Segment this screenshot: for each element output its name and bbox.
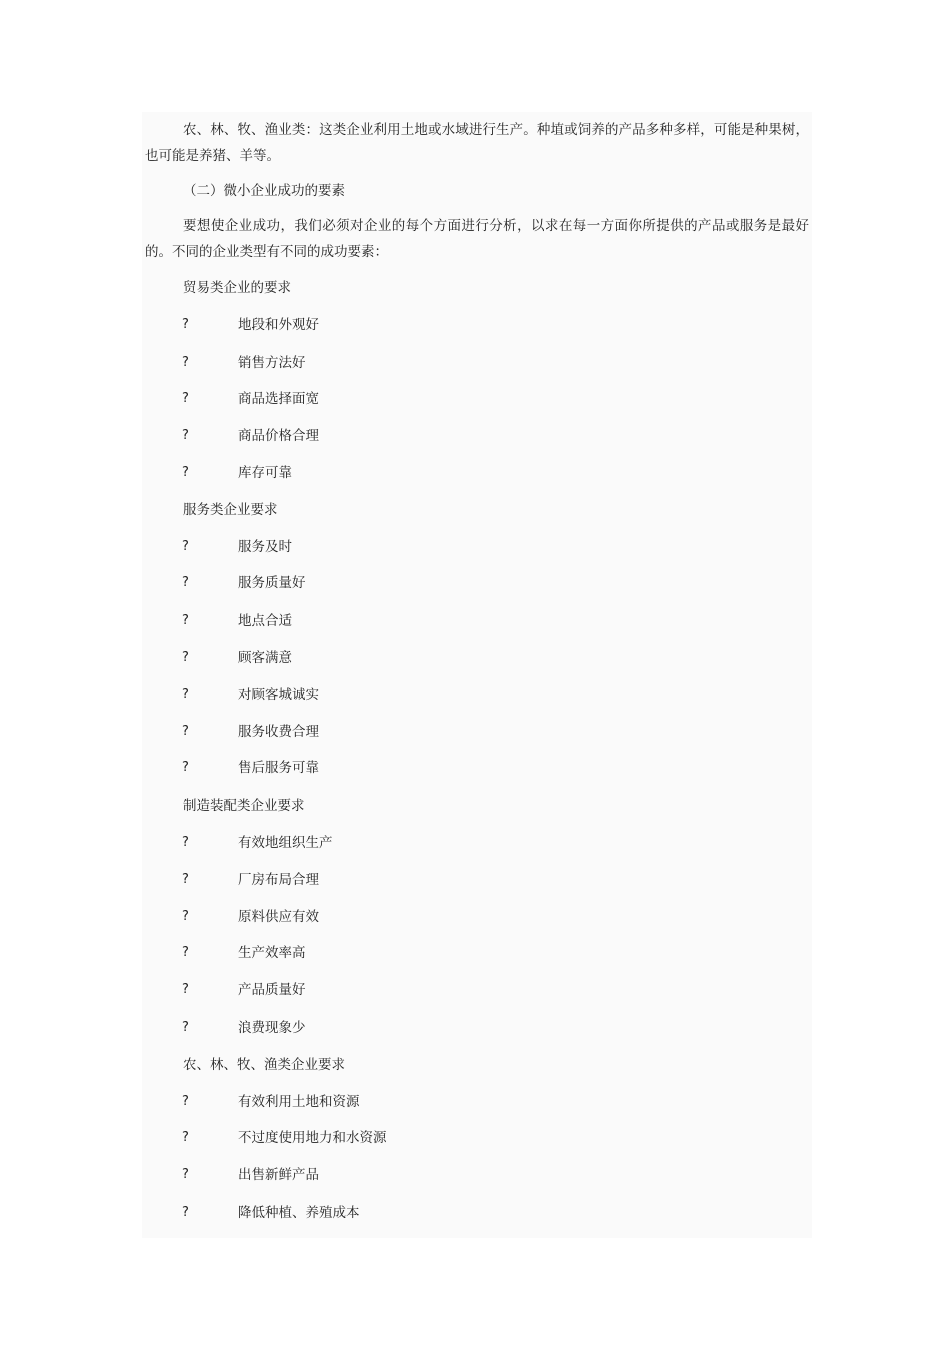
list-item: 库存可靠: [238, 465, 292, 481]
list-item: 地点合适: [238, 613, 292, 629]
list-item: 浪费现象少: [238, 1020, 306, 1036]
list-item: 产品质量好: [238, 982, 306, 998]
bullet-mark: ?: [182, 724, 189, 739]
section-paragraph: 要想使企业成功，我们必须对企业的每个方面进行分析，以求在每一方面你所提供的产品或服务是最好的。不同的企业类型有不同的成功要素：: [145, 218, 809, 260]
bullet-mark: ?: [182, 465, 189, 480]
bullet-mark: ?: [182, 1094, 189, 1109]
list-item: 有效利用土地和资源: [238, 1094, 360, 1110]
bullet-mark: ?: [182, 872, 189, 887]
group-title-service: 服务类企业要求: [183, 502, 278, 518]
bullet-mark: ?: [182, 909, 189, 924]
list-item: 降低种植、养殖成本: [238, 1205, 360, 1221]
bullet-mark: ?: [182, 945, 189, 960]
bullet-mark: ?: [182, 575, 189, 590]
list-item: 商品价格合理: [238, 428, 319, 444]
bullet-mark: ?: [182, 613, 189, 628]
list-item: 对顾客城诚实: [238, 687, 319, 703]
document-page: [142, 112, 812, 1238]
bullet-mark: ?: [182, 391, 189, 406]
bullet-mark: ?: [182, 982, 189, 997]
group-title-manufacturing: 制造装配类企业要求: [183, 798, 305, 814]
bullet-mark: ?: [182, 355, 189, 370]
bullet-mark: ?: [182, 1205, 189, 1220]
bullet-mark: ?: [182, 1020, 189, 1035]
bullet-mark: ?: [182, 428, 189, 443]
list-item: 服务质量好: [238, 575, 306, 591]
group-title-trade: 贸易类企业的要求: [183, 280, 291, 296]
list-item: 地段和外观好: [238, 317, 319, 333]
list-item: 有效地组织生产: [238, 835, 333, 851]
bullet-mark: ?: [182, 1130, 189, 1145]
list-item: 出售新鲜产品: [238, 1167, 319, 1183]
list-item: 不过度使用地力和水资源: [238, 1130, 387, 1146]
bullet-mark: ?: [182, 687, 189, 702]
list-item: 服务及时: [238, 539, 292, 555]
list-item: 服务收费合理: [238, 724, 319, 740]
list-item: 顾客满意: [238, 650, 292, 666]
list-item: 原料供应有效: [238, 909, 319, 925]
list-item: 售后服务可靠: [238, 760, 319, 776]
list-item: 生产效率高: [238, 945, 306, 961]
bullet-mark: ?: [182, 539, 189, 554]
intro-paragraph: 农、林、牧、渔业类：这类企业利用土地或水域进行生产。种埴或饲养的产品多种多样，可能是种果树，也可能是养猪、羊等。: [145, 122, 809, 164]
bullet-mark: ?: [182, 317, 189, 332]
group-title-agriculture: 农、林、牧、渔类企业要求: [183, 1057, 345, 1073]
bullet-mark: ?: [182, 1167, 189, 1182]
bullet-mark: ?: [182, 760, 189, 775]
list-item: 销售方法好: [238, 355, 306, 371]
section-heading: （二）微小企业成功的要素: [183, 183, 345, 199]
bullet-mark: ?: [182, 650, 189, 665]
bullet-mark: ?: [182, 835, 189, 850]
list-item: 厂房布局合理: [238, 872, 319, 888]
list-item: 商品选择面宽: [238, 391, 319, 407]
